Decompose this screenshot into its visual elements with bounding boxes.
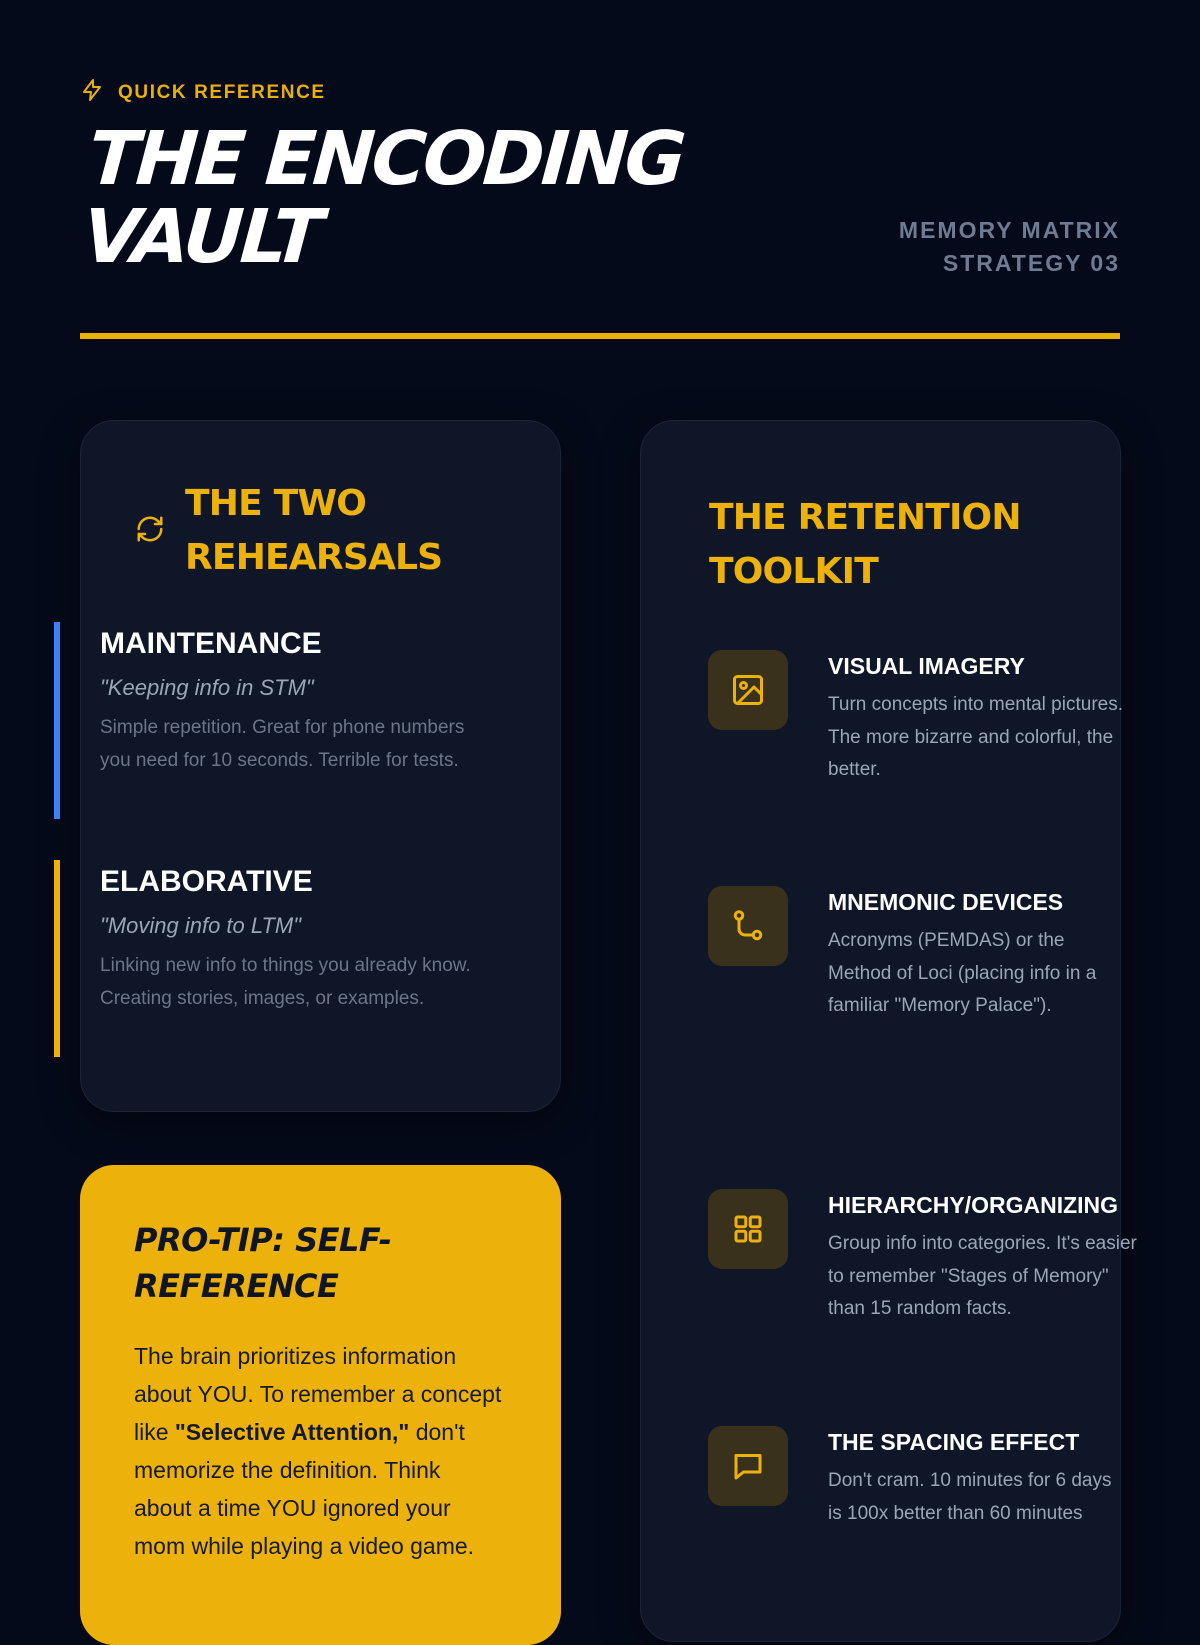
rehearsal-maintenance [54, 622, 480, 819]
rehearsal-description: Simple repetition. Great for phone numbers you need for 10 seconds. Terrible for tests. [100, 717, 465, 771]
tool-description: Turn concepts into mental pictures. The more bizarre and colorful, the better. [828, 694, 1123, 780]
toolkit-title: THE RETENTION TOOLKIT [709, 497, 1021, 592]
rehearsal-name: MAINTENANCE [100, 627, 322, 660]
page-header [80, 78, 1120, 280]
page-title: THE ENCODING VAULT [80, 116, 686, 280]
tool-name: VISUAL IMAGERY [828, 653, 1025, 679]
protip-text-before: The brain prioritizes information about YOU. To remember a concept like [134, 1343, 502, 1445]
rehearsal-quote: "Moving info to LTM" [100, 913, 302, 938]
rehearsals-heading [135, 477, 485, 585]
refresh-cycle-icon [135, 514, 185, 549]
tool-name: MNEMONIC DEVICES [828, 889, 1064, 915]
tool-text [828, 1189, 1138, 1326]
tool-description: Acronyms (PEMDAS) or the Method of Loci (placing info in a familiar "Memory Palace"). [828, 930, 1097, 1016]
tool-name: HIERARCHY/ORGANIZING [828, 1192, 1119, 1218]
rehearsal-description: Linking new info to things you already know. Creating stories, images, or examples. [100, 955, 471, 1009]
tool-description: Don't cram. 10 minutes for 6 days is 100x better than 60 minutes [828, 1470, 1112, 1524]
rehearsals-title: THE TWO REHEARSALS [185, 483, 443, 578]
tool-text [828, 886, 1128, 1023]
toolkit-heading [709, 491, 1089, 599]
tool-text [828, 650, 1128, 787]
tool-text [828, 1426, 1128, 1530]
lightning-bolt-icon [80, 78, 104, 108]
rehearsal-accent-bar [54, 622, 60, 819]
chat-bubble-icon [708, 1426, 788, 1506]
grid-icon [708, 1189, 788, 1269]
header-divider [80, 333, 1120, 339]
tool-name: THE SPACING EFFECT [828, 1429, 1080, 1455]
image-icon [708, 650, 788, 730]
rehearsal-elaborative [54, 860, 480, 1057]
route-path-icon [708, 886, 788, 966]
protip-card [80, 1165, 561, 1645]
rehearsal-name: ELABORATIVE [100, 865, 313, 898]
subtitle-line-1: MEMORY MATRIX [898, 217, 1120, 243]
tool-description: Group info into categories. It's easier to remember "Stages of Memory" than 15 random facts. [828, 1233, 1137, 1319]
kicker-label: QUICK REFERENCE [118, 82, 326, 103]
protip-text [134, 1337, 504, 1565]
protip-text-after: don't memorize the definition. Think about a time YOU ignored your mom while playing a video game. [134, 1419, 475, 1559]
protip-text-bold: "Selective Attention," [174, 1419, 410, 1445]
subtitle-line-2: STRATEGY 03 [942, 250, 1120, 276]
kicker [80, 78, 1120, 108]
rehearsal-accent-bar [54, 860, 60, 1057]
protip-title: PRO-TIP: SELF-REFERENCE [134, 1221, 392, 1305]
rehearsal-quote: "Keeping info in STM" [100, 675, 314, 700]
page-subtitle [899, 214, 1120, 280]
